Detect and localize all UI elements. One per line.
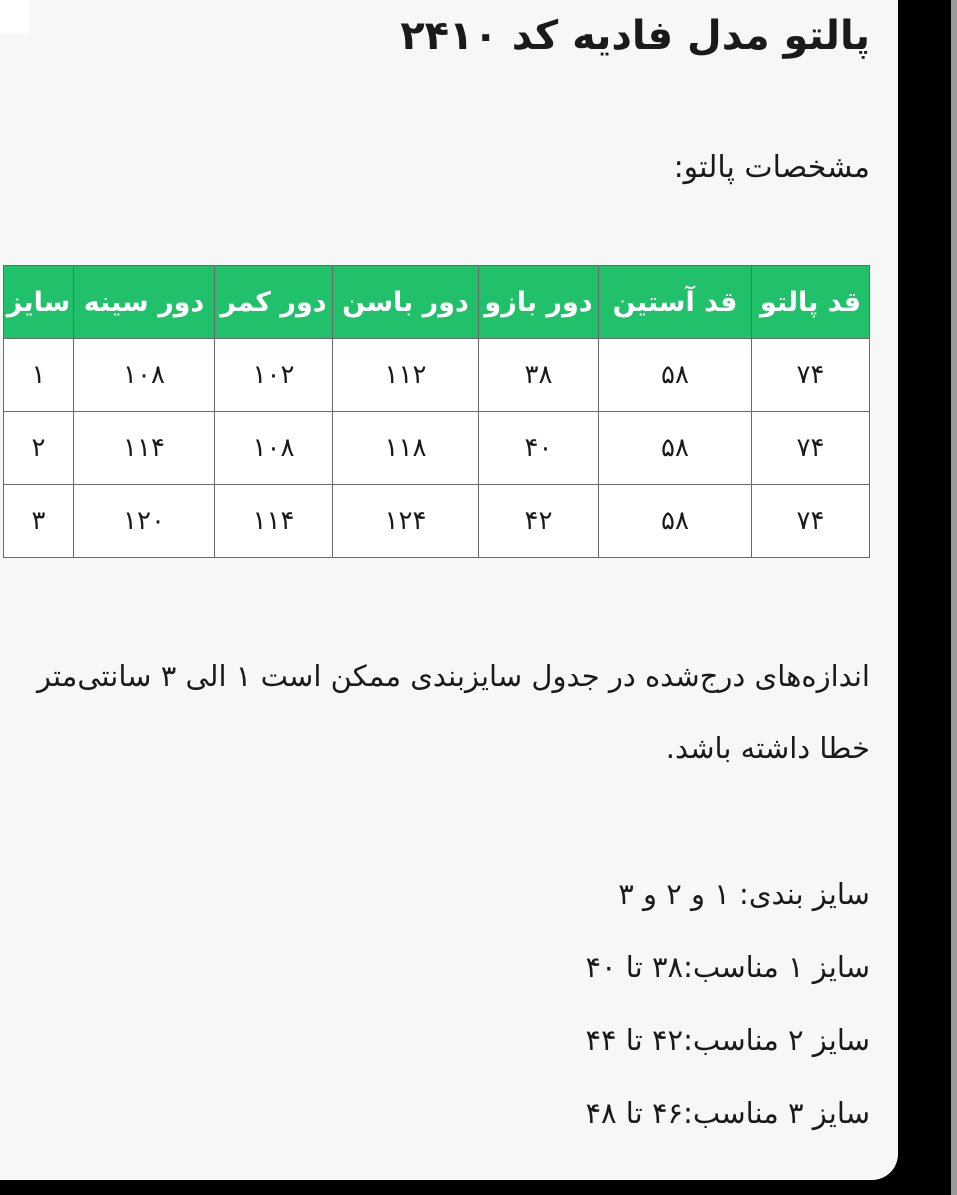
corner-button[interactable] <box>0 0 30 34</box>
table-header-row <box>4 266 870 339</box>
header-size: سایز <box>4 266 74 339</box>
table-cell: ۵۸ <box>599 412 752 485</box>
table-cell: ۵۸ <box>599 485 752 558</box>
header-coat-length: قد پالتو <box>752 266 870 339</box>
table-cell: ۱۲۴ <box>333 485 479 558</box>
table-cell: ۱۰۸ <box>215 412 333 485</box>
size-chart-table <box>3 265 870 558</box>
table-cell: ۱۱۲ <box>333 339 479 412</box>
header-chest-circumference: دور سینه <box>74 266 215 339</box>
scrollbar[interactable] <box>951 0 957 1195</box>
size-3-fit: سایز ۳ مناسب:۴۶ تا ۴۸ <box>585 1096 870 1130</box>
table-cell: ۴۲ <box>479 485 599 558</box>
size-tolerance-note: اندازه‌های درج‌شده در جدول سایزبندی ممکن است ۱ الی ۳ سانتی‌متر خطا داشته باشد. <box>37 659 870 765</box>
table-cell: ۷۴ <box>752 412 870 485</box>
table-cell: ۴۰ <box>479 412 599 485</box>
table-cell: ۱۲۰ <box>74 485 215 558</box>
specs-heading: مشخصات پالتو: <box>673 150 870 185</box>
table-cell: ۱۱۴ <box>74 412 215 485</box>
product-title: پالتو مدل فادیه کد ۲۴۱۰ <box>400 13 870 59</box>
table-cell: ۱ <box>4 339 74 412</box>
table-cell: ۲ <box>4 412 74 485</box>
table-cell: ۱۱۴ <box>215 485 333 558</box>
table-cell: ۱۱۸ <box>333 412 479 485</box>
header-waist-circumference: دور کمر <box>215 266 333 339</box>
header-hip-circumference: دور باسن <box>333 266 479 339</box>
table-cell: ۷۴ <box>752 339 870 412</box>
table-cell: ۳ <box>4 485 74 558</box>
table-row <box>4 485 870 558</box>
table-cell: ۵۸ <box>599 339 752 412</box>
available-sizes: سایز بندی: ۱ و ۲ و ۳ <box>618 877 870 911</box>
table-cell: ۱۰۲ <box>215 339 333 412</box>
table-cell: ۳۸ <box>479 339 599 412</box>
size-1-fit: سایز ۱ مناسب:۳۸ تا ۴۰ <box>585 950 870 984</box>
table-cell: ۱۰۸ <box>74 339 215 412</box>
header-arm-circumference: دور بازو <box>479 266 599 339</box>
table-cell: ۷۴ <box>752 485 870 558</box>
table-row <box>4 412 870 485</box>
header-sleeve-length: قد آستین <box>599 266 752 339</box>
size-2-fit: سایز ۲ مناسب:۴۲ تا ۴۴ <box>585 1023 870 1057</box>
table-row <box>4 339 870 412</box>
